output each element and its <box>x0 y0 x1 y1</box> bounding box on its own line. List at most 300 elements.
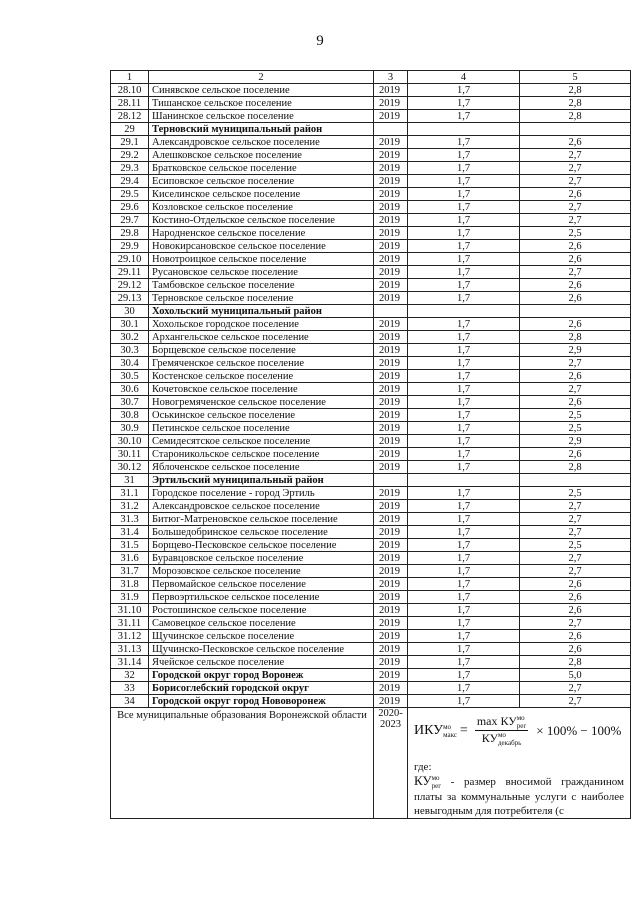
row-value-col5: 2,6 <box>520 578 631 591</box>
row-value-col4: 1,7 <box>408 669 520 682</box>
header-row <box>111 71 631 84</box>
row-year: 2019 <box>374 682 408 695</box>
row-value-col4: 1,7 <box>408 292 520 305</box>
table-row <box>111 578 631 591</box>
table-row <box>111 279 631 292</box>
row-year: 2019 <box>374 201 408 214</box>
row-value-col5: 2,7 <box>520 682 631 695</box>
row-value-col5: 2,5 <box>520 487 631 500</box>
row-value-col4: 1,7 <box>408 240 520 253</box>
table-row <box>111 409 631 422</box>
table-row <box>111 500 631 513</box>
row-name: Первоэртильское сельское поселение <box>149 591 374 604</box>
row-name: Киселинское сельское поселение <box>149 188 374 201</box>
row-year: 2019 <box>374 513 408 526</box>
header-cell: 1 <box>111 71 149 84</box>
row-name: Братковское сельское поселение <box>149 162 374 175</box>
row-number: 30.2 <box>111 331 149 344</box>
row-value-col4: 1,7 <box>408 578 520 591</box>
row-number: 30.5 <box>111 370 149 383</box>
table-row <box>111 643 631 656</box>
row-value-col4: 1,7 <box>408 643 520 656</box>
row-value-col5: 2,7 <box>520 526 631 539</box>
formula <box>414 714 624 747</box>
row-year: 2019 <box>374 656 408 669</box>
row-name: Староникольское сельское поселение <box>149 448 374 461</box>
row-name: Гремяченское сельское поселение <box>149 357 374 370</box>
row-year: 2019 <box>374 591 408 604</box>
row-value-col5: 2,6 <box>520 188 631 201</box>
row-year: 2019 <box>374 149 408 162</box>
row-name: Новогремяченское сельское поселение <box>149 396 374 409</box>
row-value-col4: 1,7 <box>408 149 520 162</box>
row-year: 2019 <box>374 253 408 266</box>
row-value-col5: 2,8 <box>520 331 631 344</box>
row-value-col5: 5,0 <box>520 669 631 682</box>
row-value-col5: 2,7 <box>520 552 631 565</box>
row-number: 30.3 <box>111 344 149 357</box>
row-year: 2019 <box>374 643 408 656</box>
row-value-col4: 1,7 <box>408 227 520 240</box>
row-number: 29.3 <box>111 162 149 175</box>
table-row <box>111 552 631 565</box>
row-number: 30.1 <box>111 318 149 331</box>
row-value-col4: 1,7 <box>408 591 520 604</box>
header-cell: 4 <box>408 71 520 84</box>
table-row <box>111 162 631 175</box>
row-year: 2019 <box>374 97 408 110</box>
row-name: Борщево-Песковское сельское поселение <box>149 539 374 552</box>
row-value-col4 <box>408 305 520 318</box>
row-value-col4: 1,7 <box>408 188 520 201</box>
row-value-col5: 2,6 <box>520 396 631 409</box>
table-row <box>111 383 631 396</box>
row-name: Борисоглебский городской округ <box>149 682 374 695</box>
row-value-col5: 2,8 <box>520 656 631 669</box>
table-row <box>111 422 631 435</box>
district-row <box>111 305 631 318</box>
row-number: 30.9 <box>111 422 149 435</box>
row-name: Алешковское сельское поселение <box>149 149 374 162</box>
table-row <box>111 240 631 253</box>
row-year: 2019 <box>374 357 408 370</box>
row-name: Тамбовское сельское поселение <box>149 279 374 292</box>
row-value-col4: 1,7 <box>408 435 520 448</box>
row-value-col5: 2,6 <box>520 630 631 643</box>
row-number: 29.9 <box>111 240 149 253</box>
row-year: 2019 <box>374 409 408 422</box>
table-row <box>111 513 631 526</box>
row-year: 2019 <box>374 292 408 305</box>
row-value-col5: 2,6 <box>520 136 631 149</box>
formula-cell <box>408 708 631 819</box>
row-number: 29.7 <box>111 214 149 227</box>
row-value-col4: 1,7 <box>408 331 520 344</box>
row-value-col5: 2,6 <box>520 292 631 305</box>
row-name: Самовецкое сельское поселение <box>149 617 374 630</box>
row-year: 2019 <box>374 240 408 253</box>
row-number: 30.11 <box>111 448 149 461</box>
row-number: 29 <box>111 123 149 136</box>
row-value-col5: 2,6 <box>520 240 631 253</box>
row-year: 2019 <box>374 617 408 630</box>
row-value-col5: 2,5 <box>520 539 631 552</box>
row-year: 2019 <box>374 448 408 461</box>
row-name: Буравцовское сельское поселение <box>149 552 374 565</box>
row-value-col4: 1,7 <box>408 539 520 552</box>
row-number: 32 <box>111 669 149 682</box>
row-name: Морозовское сельское поселение <box>149 565 374 578</box>
row-year: 2019 <box>374 604 408 617</box>
row-name: Борщевское сельское поселение <box>149 344 374 357</box>
table-row <box>111 149 631 162</box>
row-name: Петинское сельское поселение <box>149 422 374 435</box>
row-name: Городской округ город Нововоронеж <box>149 695 374 708</box>
row-year: 2019 <box>374 110 408 123</box>
row-value-col5: 2,6 <box>520 643 631 656</box>
row-name: Семидесятское сельское поселение <box>149 435 374 448</box>
row-number: 29.11 <box>111 266 149 279</box>
row-year: 2019 <box>374 214 408 227</box>
row-year: 2019 <box>374 487 408 500</box>
table-row <box>111 227 631 240</box>
row-number: 30.7 <box>111 396 149 409</box>
header-cell: 2 <box>149 71 374 84</box>
row-year: 2019 <box>374 188 408 201</box>
row-year: 2019 <box>374 461 408 474</box>
row-value-col5 <box>520 123 631 136</box>
row-number: 33 <box>111 682 149 695</box>
row-name: Новотроицкое сельское поселение <box>149 253 374 266</box>
row-number: 30.4 <box>111 357 149 370</box>
row-name: Кочетовское сельское поселение <box>149 383 374 396</box>
row-value-col4: 1,7 <box>408 422 520 435</box>
row-name: Городское поселение - город Эртиль <box>149 487 374 500</box>
row-number: 30.10 <box>111 435 149 448</box>
table-row <box>111 565 631 578</box>
definition-text: КУ мо рег - размер вносимой гражданином платы за коммунальные услуги с наиболее невыгодным для потребителя (с <box>414 773 624 818</box>
row-year: 2019 <box>374 136 408 149</box>
row-name: Большедобринское сельское поселение <box>149 526 374 539</box>
row-value-col5: 2,7 <box>520 383 631 396</box>
table-row <box>111 539 631 552</box>
row-value-col4: 1,7 <box>408 513 520 526</box>
row-value-col5: 2,7 <box>520 162 631 175</box>
row-name: Оськинское сельское поселение <box>149 409 374 422</box>
row-year <box>374 305 408 318</box>
row-name: Шанинское сельское поселение <box>149 110 374 123</box>
all-municipalities-cell: Все муниципальные образования Воронежской области <box>111 708 374 819</box>
row-value-col4: 1,7 <box>408 383 520 396</box>
row-number: 31.14 <box>111 656 149 669</box>
district-row <box>111 474 631 487</box>
row-name: Народненское сельское поселение <box>149 227 374 240</box>
row-year: 2019 <box>374 344 408 357</box>
row-number: 31.3 <box>111 513 149 526</box>
row-value-col4: 1,7 <box>408 682 520 695</box>
row-number: 29.12 <box>111 279 149 292</box>
row-year: 2019 <box>374 565 408 578</box>
row-value-col5: 2,9 <box>520 344 631 357</box>
row-year: 2019 <box>374 84 408 97</box>
row-value-col5: 2,8 <box>520 84 631 97</box>
data-table <box>110 70 631 819</box>
row-number: 28.11 <box>111 97 149 110</box>
row-year: 2019 <box>374 162 408 175</box>
row-value-col5: 2,6 <box>520 253 631 266</box>
table-row <box>111 526 631 539</box>
table-body <box>111 71 631 708</box>
row-number: 28.12 <box>111 110 149 123</box>
row-value-col4: 1,7 <box>408 162 520 175</box>
row-value-col5: 2,6 <box>520 279 631 292</box>
table-row <box>111 136 631 149</box>
row-name: Есиповское сельское поселение <box>149 175 374 188</box>
row-value-col5: 2,7 <box>520 149 631 162</box>
table-row <box>111 630 631 643</box>
row-name: Терновский муниципальный район <box>149 123 374 136</box>
row-number: 28.10 <box>111 84 149 97</box>
row-number: 29.4 <box>111 175 149 188</box>
district-row <box>111 695 631 708</box>
formula-equals: = <box>459 723 468 738</box>
table-row <box>111 448 631 461</box>
row-year: 2019 <box>374 331 408 344</box>
row-year: 2019 <box>374 396 408 409</box>
row-value-col5: 2,7 <box>520 500 631 513</box>
row-value-col4: 1,7 <box>408 617 520 630</box>
row-value-col5 <box>520 305 631 318</box>
row-name: Александровское сельское поселение <box>149 500 374 513</box>
row-name: Эртильский муниципальный район <box>149 474 374 487</box>
row-value-col5: 2,7 <box>520 201 631 214</box>
table-row <box>111 604 631 617</box>
row-number: 31.7 <box>111 565 149 578</box>
row-value-col4: 1,7 <box>408 344 520 357</box>
row-name: Первомайское сельское поселение <box>149 578 374 591</box>
row-value-col5 <box>520 474 631 487</box>
row-year: 2019 <box>374 383 408 396</box>
row-name: Русановское сельское поселение <box>149 266 374 279</box>
row-number: 31.12 <box>111 630 149 643</box>
row-value-col5: 2,6 <box>520 604 631 617</box>
row-value-col5: 2,8 <box>520 97 631 110</box>
table-row <box>111 110 631 123</box>
row-name: Ячейское сельское поселение <box>149 656 374 669</box>
row-value-col5: 2,7 <box>520 513 631 526</box>
row-year: 2019 <box>374 175 408 188</box>
row-number: 31.8 <box>111 578 149 591</box>
header-cell: 5 <box>520 71 631 84</box>
row-year: 2019 <box>374 669 408 682</box>
table-row <box>111 201 631 214</box>
row-year: 2019 <box>374 227 408 240</box>
row-name: Терновское сельское поселение <box>149 292 374 305</box>
row-number: 29.5 <box>111 188 149 201</box>
table-row <box>111 318 631 331</box>
row-value-col5: 2,8 <box>520 110 631 123</box>
row-year: 2019 <box>374 526 408 539</box>
row-value-col4: 1,7 <box>408 175 520 188</box>
table-row <box>111 175 631 188</box>
row-value-col4: 1,7 <box>408 253 520 266</box>
row-value-col5: 2,5 <box>520 409 631 422</box>
row-number: 29.2 <box>111 149 149 162</box>
row-name: Ростошинское сельское поселение <box>149 604 374 617</box>
table-row <box>111 292 631 305</box>
row-number: 29.1 <box>111 136 149 149</box>
row-value-col5: 2,7 <box>520 266 631 279</box>
table-row <box>111 253 631 266</box>
row-value-col5: 2,7 <box>520 357 631 370</box>
row-value-col4: 1,7 <box>408 656 520 669</box>
row-number: 30 <box>111 305 149 318</box>
row-value-col4: 1,7 <box>408 136 520 149</box>
row-number: 31.6 <box>111 552 149 565</box>
row-year: 2019 <box>374 630 408 643</box>
row-value-col4: 1,7 <box>408 84 520 97</box>
row-value-col5: 2,6 <box>520 370 631 383</box>
row-value-col4: 1,7 <box>408 357 520 370</box>
row-number: 31 <box>111 474 149 487</box>
row-value-col4: 1,7 <box>408 500 520 513</box>
row-number: 31.10 <box>111 604 149 617</box>
row-name: Архангельское сельское поселение <box>149 331 374 344</box>
row-year: 2019 <box>374 266 408 279</box>
row-value-col4: 1,7 <box>408 448 520 461</box>
row-number: 31.2 <box>111 500 149 513</box>
formula-rhs: × 100% − 100% <box>536 723 622 738</box>
row-value-col4: 1,7 <box>408 110 520 123</box>
district-row <box>111 123 631 136</box>
final-row <box>111 708 631 819</box>
row-value-col4: 1,7 <box>408 565 520 578</box>
table-row <box>111 591 631 604</box>
row-name: Костенское сельское поселение <box>149 370 374 383</box>
row-value-col5: 2,7 <box>520 565 631 578</box>
row-year <box>374 123 408 136</box>
row-number: 29.13 <box>111 292 149 305</box>
row-year: 2019 <box>374 500 408 513</box>
row-name: Александровское сельское поселение <box>149 136 374 149</box>
row-value-col5: 2,7 <box>520 175 631 188</box>
district-row <box>111 682 631 695</box>
row-number: 31.5 <box>111 539 149 552</box>
row-value-col4: 1,7 <box>408 370 520 383</box>
years-cell: 2020-2023 <box>374 708 408 819</box>
table-row <box>111 214 631 227</box>
formula-fraction: max КУ мо рег КУ мо декабрь <box>476 713 527 747</box>
row-value-col4: 1,7 <box>408 461 520 474</box>
row-name: Хохольский муниципальный район <box>149 305 374 318</box>
row-value-col5: 2,8 <box>520 461 631 474</box>
row-value-col4: 1,7 <box>408 279 520 292</box>
row-value-col4: 1,7 <box>408 487 520 500</box>
row-value-col4: 1,7 <box>408 266 520 279</box>
row-number: 31.1 <box>111 487 149 500</box>
row-value-col5: 2,7 <box>520 617 631 630</box>
table-row <box>111 370 631 383</box>
table-row <box>111 344 631 357</box>
row-value-col4: 1,7 <box>408 526 520 539</box>
row-name: Тишанское сельское поселение <box>149 97 374 110</box>
row-value-col4: 1,7 <box>408 552 520 565</box>
row-value-col5: 2,5 <box>520 227 631 240</box>
formula-lhs: ИКУ мо макс <box>414 722 457 739</box>
row-value-col5: 2,7 <box>520 214 631 227</box>
row-number: 31.11 <box>111 617 149 630</box>
row-value-col5: 2,7 <box>520 695 631 708</box>
district-row <box>111 669 631 682</box>
row-year <box>374 474 408 487</box>
row-year: 2019 <box>374 539 408 552</box>
row-number: 29.6 <box>111 201 149 214</box>
row-number: 31.13 <box>111 643 149 656</box>
row-value-col4: 1,7 <box>408 630 520 643</box>
row-year: 2019 <box>374 552 408 565</box>
row-year: 2019 <box>374 435 408 448</box>
row-name: Щучинское сельское поселение <box>149 630 374 643</box>
row-value-col5: 2,9 <box>520 435 631 448</box>
final-section <box>111 708 631 819</box>
where-label: где: <box>414 761 432 773</box>
row-number: 29.10 <box>111 253 149 266</box>
row-value-col4: 1,7 <box>408 97 520 110</box>
row-number: 34 <box>111 695 149 708</box>
row-value-col4 <box>408 123 520 136</box>
row-value-col4: 1,7 <box>408 409 520 422</box>
table-row <box>111 487 631 500</box>
row-name: Яблоченское сельское поселение <box>149 461 374 474</box>
row-value-col4 <box>408 474 520 487</box>
row-value-col5: 2,5 <box>520 422 631 435</box>
row-name: Синявское сельское поселение <box>149 84 374 97</box>
table-row <box>111 396 631 409</box>
table-row <box>111 461 631 474</box>
row-number: 30.8 <box>111 409 149 422</box>
row-number: 29.8 <box>111 227 149 240</box>
row-year: 2019 <box>374 318 408 331</box>
row-value-col5: 2,6 <box>520 591 631 604</box>
table-row <box>111 84 631 97</box>
table-row <box>111 97 631 110</box>
table-row <box>111 617 631 630</box>
row-number: 30.12 <box>111 461 149 474</box>
row-value-col4: 1,7 <box>408 604 520 617</box>
row-value-col4: 1,7 <box>408 695 520 708</box>
table-row <box>111 656 631 669</box>
row-value-col4: 1,7 <box>408 214 520 227</box>
row-name: Городской округ город Воронеж <box>149 669 374 682</box>
row-number: 31.4 <box>111 526 149 539</box>
row-year: 2019 <box>374 370 408 383</box>
row-number: 31.9 <box>111 591 149 604</box>
row-name: Козловское сельское поселение <box>149 201 374 214</box>
row-year: 2019 <box>374 422 408 435</box>
row-value-col4: 1,7 <box>408 396 520 409</box>
header-cell: 3 <box>374 71 408 84</box>
row-year: 2019 <box>374 578 408 591</box>
row-value-col5: 2,6 <box>520 318 631 331</box>
table-row <box>111 357 631 370</box>
row-value-col4: 1,7 <box>408 201 520 214</box>
row-year: 2019 <box>374 695 408 708</box>
row-name: Щучинско-Песковское сельское поселение <box>149 643 374 656</box>
row-year: 2019 <box>374 279 408 292</box>
table-row <box>111 188 631 201</box>
row-name: Костино-Отдельское сельское поселение <box>149 214 374 227</box>
row-value-col5: 2,6 <box>520 448 631 461</box>
